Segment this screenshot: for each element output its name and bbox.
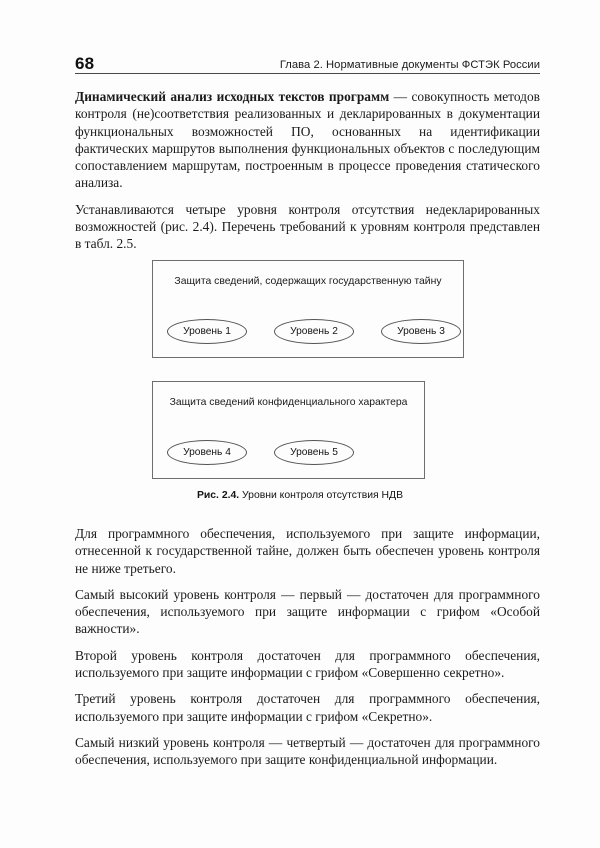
figure-2-4 (0, 255, 600, 503)
term-lead-in: Динамический анализ исходных текстов программ (75, 89, 390, 104)
paragraph-definition (75, 88, 540, 192)
figure-box-state-secret (152, 260, 464, 358)
paragraph-level-three: Третий уровень контроля достаточен для программного обеспечения, используемого при защите информации с грифом «Секретно». (75, 691, 540, 724)
running-head (75, 48, 540, 72)
body-text-top (75, 88, 540, 253)
level-group-secret (153, 319, 463, 344)
figure-caption (0, 489, 600, 503)
level-oval: Уровень 1 (167, 319, 247, 344)
figure-box-title: Защита сведений, содержащих государственную тайну (174, 276, 442, 287)
figure-box-title: Защита сведений конфиденциального характера (169, 397, 408, 408)
level-oval: Уровень 2 (274, 319, 354, 344)
figure-box-confidential (152, 381, 425, 479)
page-number: 68 (75, 54, 95, 73)
chapter-title: Глава 2. Нормативные документы ФСТЭК России (279, 59, 540, 71)
paragraph-level-four: Самый низкий уровень контроля — четвертый — достаточен для программного обеспечения, используемого при защите конфиденциальной информации. (75, 734, 540, 768)
figure-caption-text: Уровни контроля отсутствия НДВ (239, 490, 404, 501)
body-text-bottom (75, 525, 540, 769)
figure-caption-number: Рис. 2.4. (196, 490, 240, 501)
level-oval: Уровень 5 (274, 440, 354, 465)
paragraph-level-one: Самый высокий уровень контроля — первый — достаточен для программного обеспечения, используемого при защите информации с грифом «Особой важности». (75, 586, 540, 637)
level-oval: Уровень 4 (167, 440, 247, 465)
paragraph-level-two: Второй уровень контроля достаточен для программного обеспечения, используемого при защите информации с грифом «Совершенно секретно». (75, 647, 540, 681)
paragraph-levels-intro: Устанавливаются четыре уровня контроля отсутствия недекларированных возможностей (рис. 2.4). Перечень требований к уровням контроля представлен в табл. 2.5. (75, 201, 540, 252)
level-oval: Уровень 3 (381, 319, 461, 344)
paragraph-state-secret-level: Для программного обеспечения, используемого при защите информации, отнесенной к государственной тайне, должен быть обеспечен уровень контроля не ниже третьего. (75, 526, 540, 576)
level-group-confidential (153, 440, 424, 465)
header-rule (75, 73, 540, 74)
paragraph-text: — совокупность методов контроля (не)соответствия реализованных и декларированных в документации функциональных возможностей ПО, основанных на идентификации фактических маршрутов выполнения функциональных объектов с последующим сопоставлением маршрутам, построенным в процессе проведения статического анализа. (75, 89, 540, 191)
